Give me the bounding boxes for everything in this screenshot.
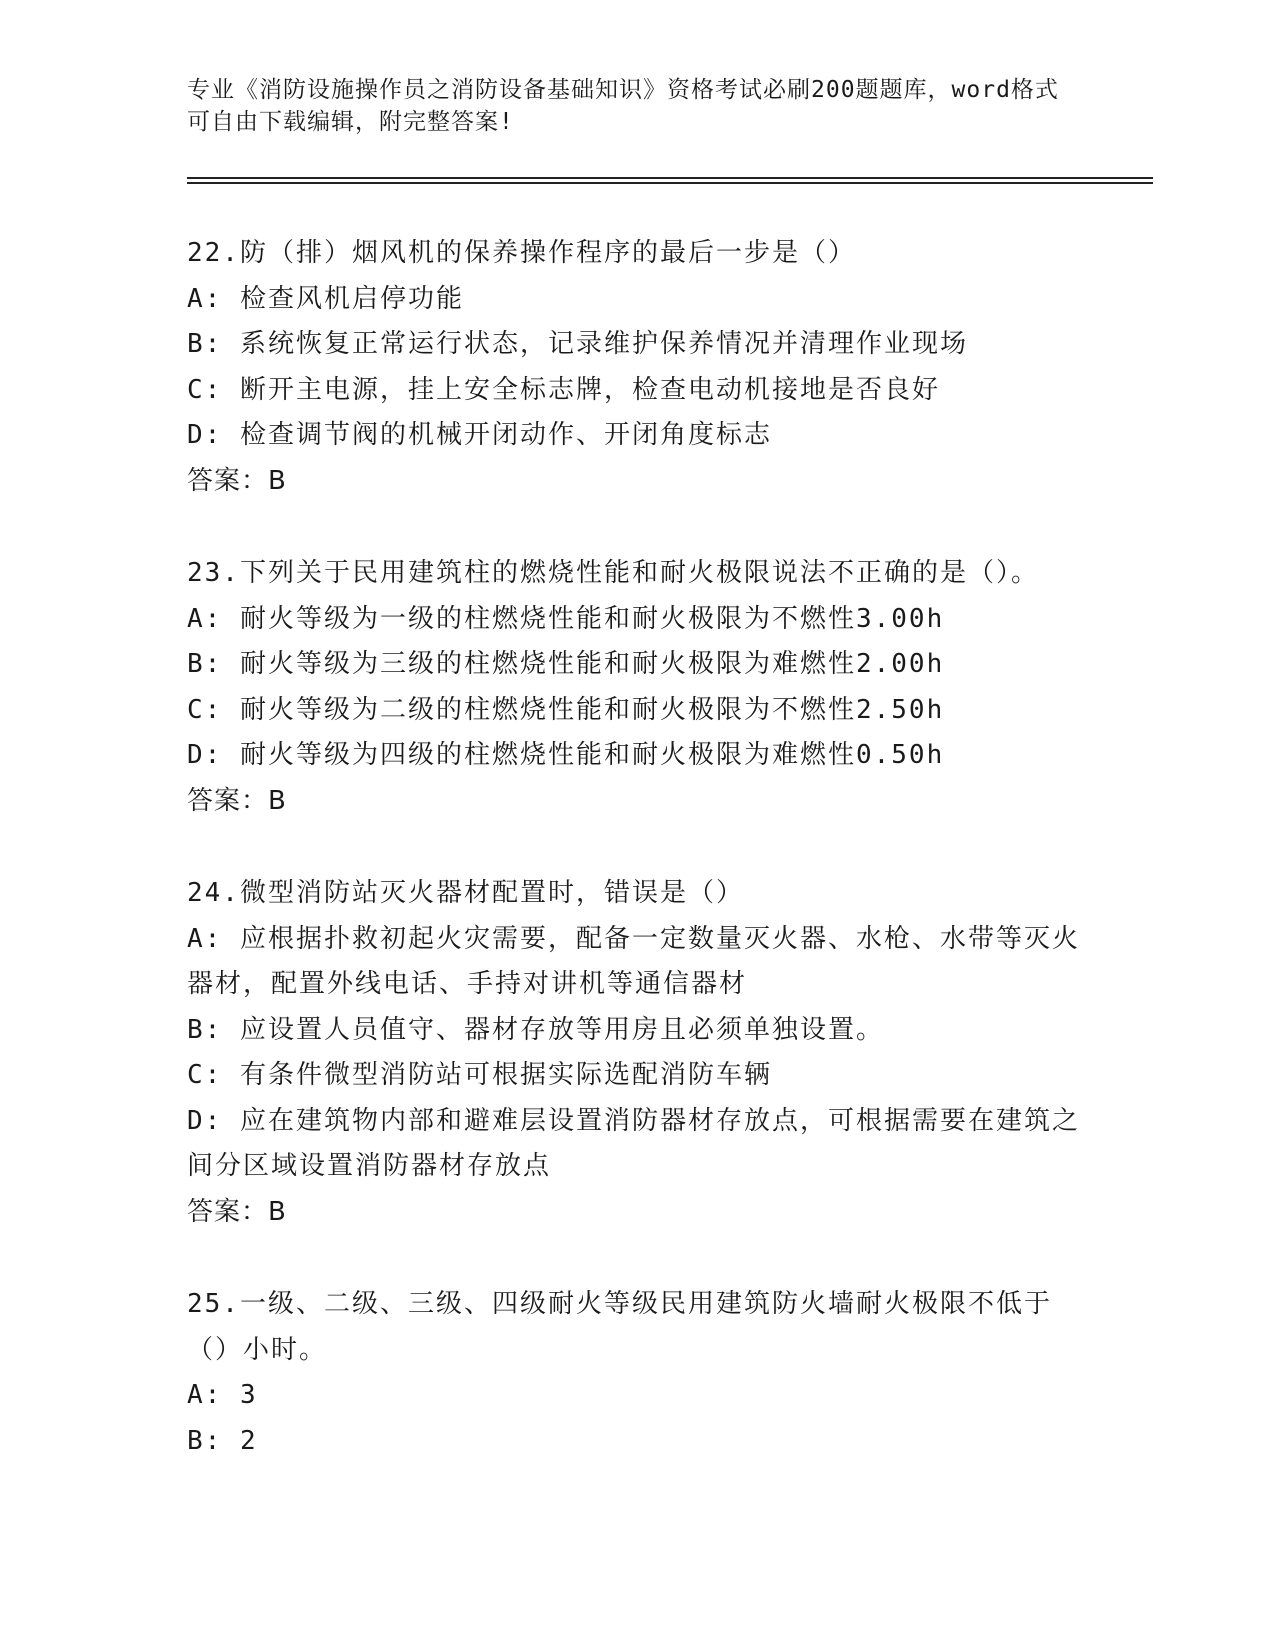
question-22 (187, 231, 1087, 504)
header-divider-bottom (187, 182, 1153, 184)
option-b: B: 耐火等级为三级的柱燃烧性能和耐火极限为难燃性2.00h (187, 649, 945, 679)
option-d: D: 应在建筑物内部和避难层设置消防器材存放点，可根据需要在建筑之间分区域设置消防器材存放点 (187, 1105, 1080, 1181)
header-divider-top (187, 177, 1153, 179)
option-a: A: 应根据扑救初起火灾需要，配备一定数量灭火器、水枪、水带等灭火器材，配置外线电话、手持对讲机等通信器材 (187, 923, 1080, 999)
option-b: B: 2 (187, 1425, 258, 1456)
question-24 (187, 871, 1087, 1235)
question-23 (187, 551, 1087, 824)
option-a: A: 3 (187, 1380, 258, 1410)
answer: 答案：B (187, 465, 287, 496)
option-b: B: 应设置人员值守、器材存放等用房且必须单独设置。 (187, 1014, 884, 1045)
answer: 答案：B (187, 785, 287, 816)
option-c: C: 有条件微型消防站可根据实际选配消防车辆 (187, 1060, 772, 1090)
question-25 (187, 1282, 1087, 1464)
option-b: B: 系统恢复正常运行状态，记录维护保养情况并清理作业现场 (187, 329, 968, 359)
option-d: D: 检查调节阀的机械开闭动作、开闭角度标志 (187, 420, 772, 450)
option-c: C: 断开主电源，挂上安全标志牌，检查电动机接地是否良好 (187, 374, 940, 405)
document-header: 专业《消防设施操作员之消防设备基础知识》资格考试必刷200题题库，word格式可自由下载编辑，附完整答案! (187, 77, 1059, 135)
question-stem: 23.下列关于民用建筑柱的燃烧性能和耐火极限说法不正确的是（）。 (187, 558, 1039, 588)
question-stem: 22.防（排）烟风机的保养操作程序的最后一步是（） (187, 238, 856, 268)
option-d: D: 耐火等级为四级的柱燃烧性能和耐火极限为难燃性0.50h (187, 740, 945, 770)
answer: 答案：B (187, 1196, 287, 1227)
option-a: A: 检查风机启停功能 (187, 283, 464, 314)
question-stem: 24.微型消防站灭火器材配置时，错误是（） (187, 878, 744, 908)
option-c: C: 耐火等级为二级的柱燃烧性能和耐火极限为不燃性2.50h (187, 694, 945, 725)
option-a: A: 耐火等级为一级的柱燃烧性能和耐火极限为不燃性3.00h (187, 603, 945, 634)
question-stem: 25.一级、二级、三级、四级耐火等级民用建筑防火墙耐火极限不低于（）小时。 (187, 1289, 1052, 1365)
question-list (187, 231, 1087, 1511)
